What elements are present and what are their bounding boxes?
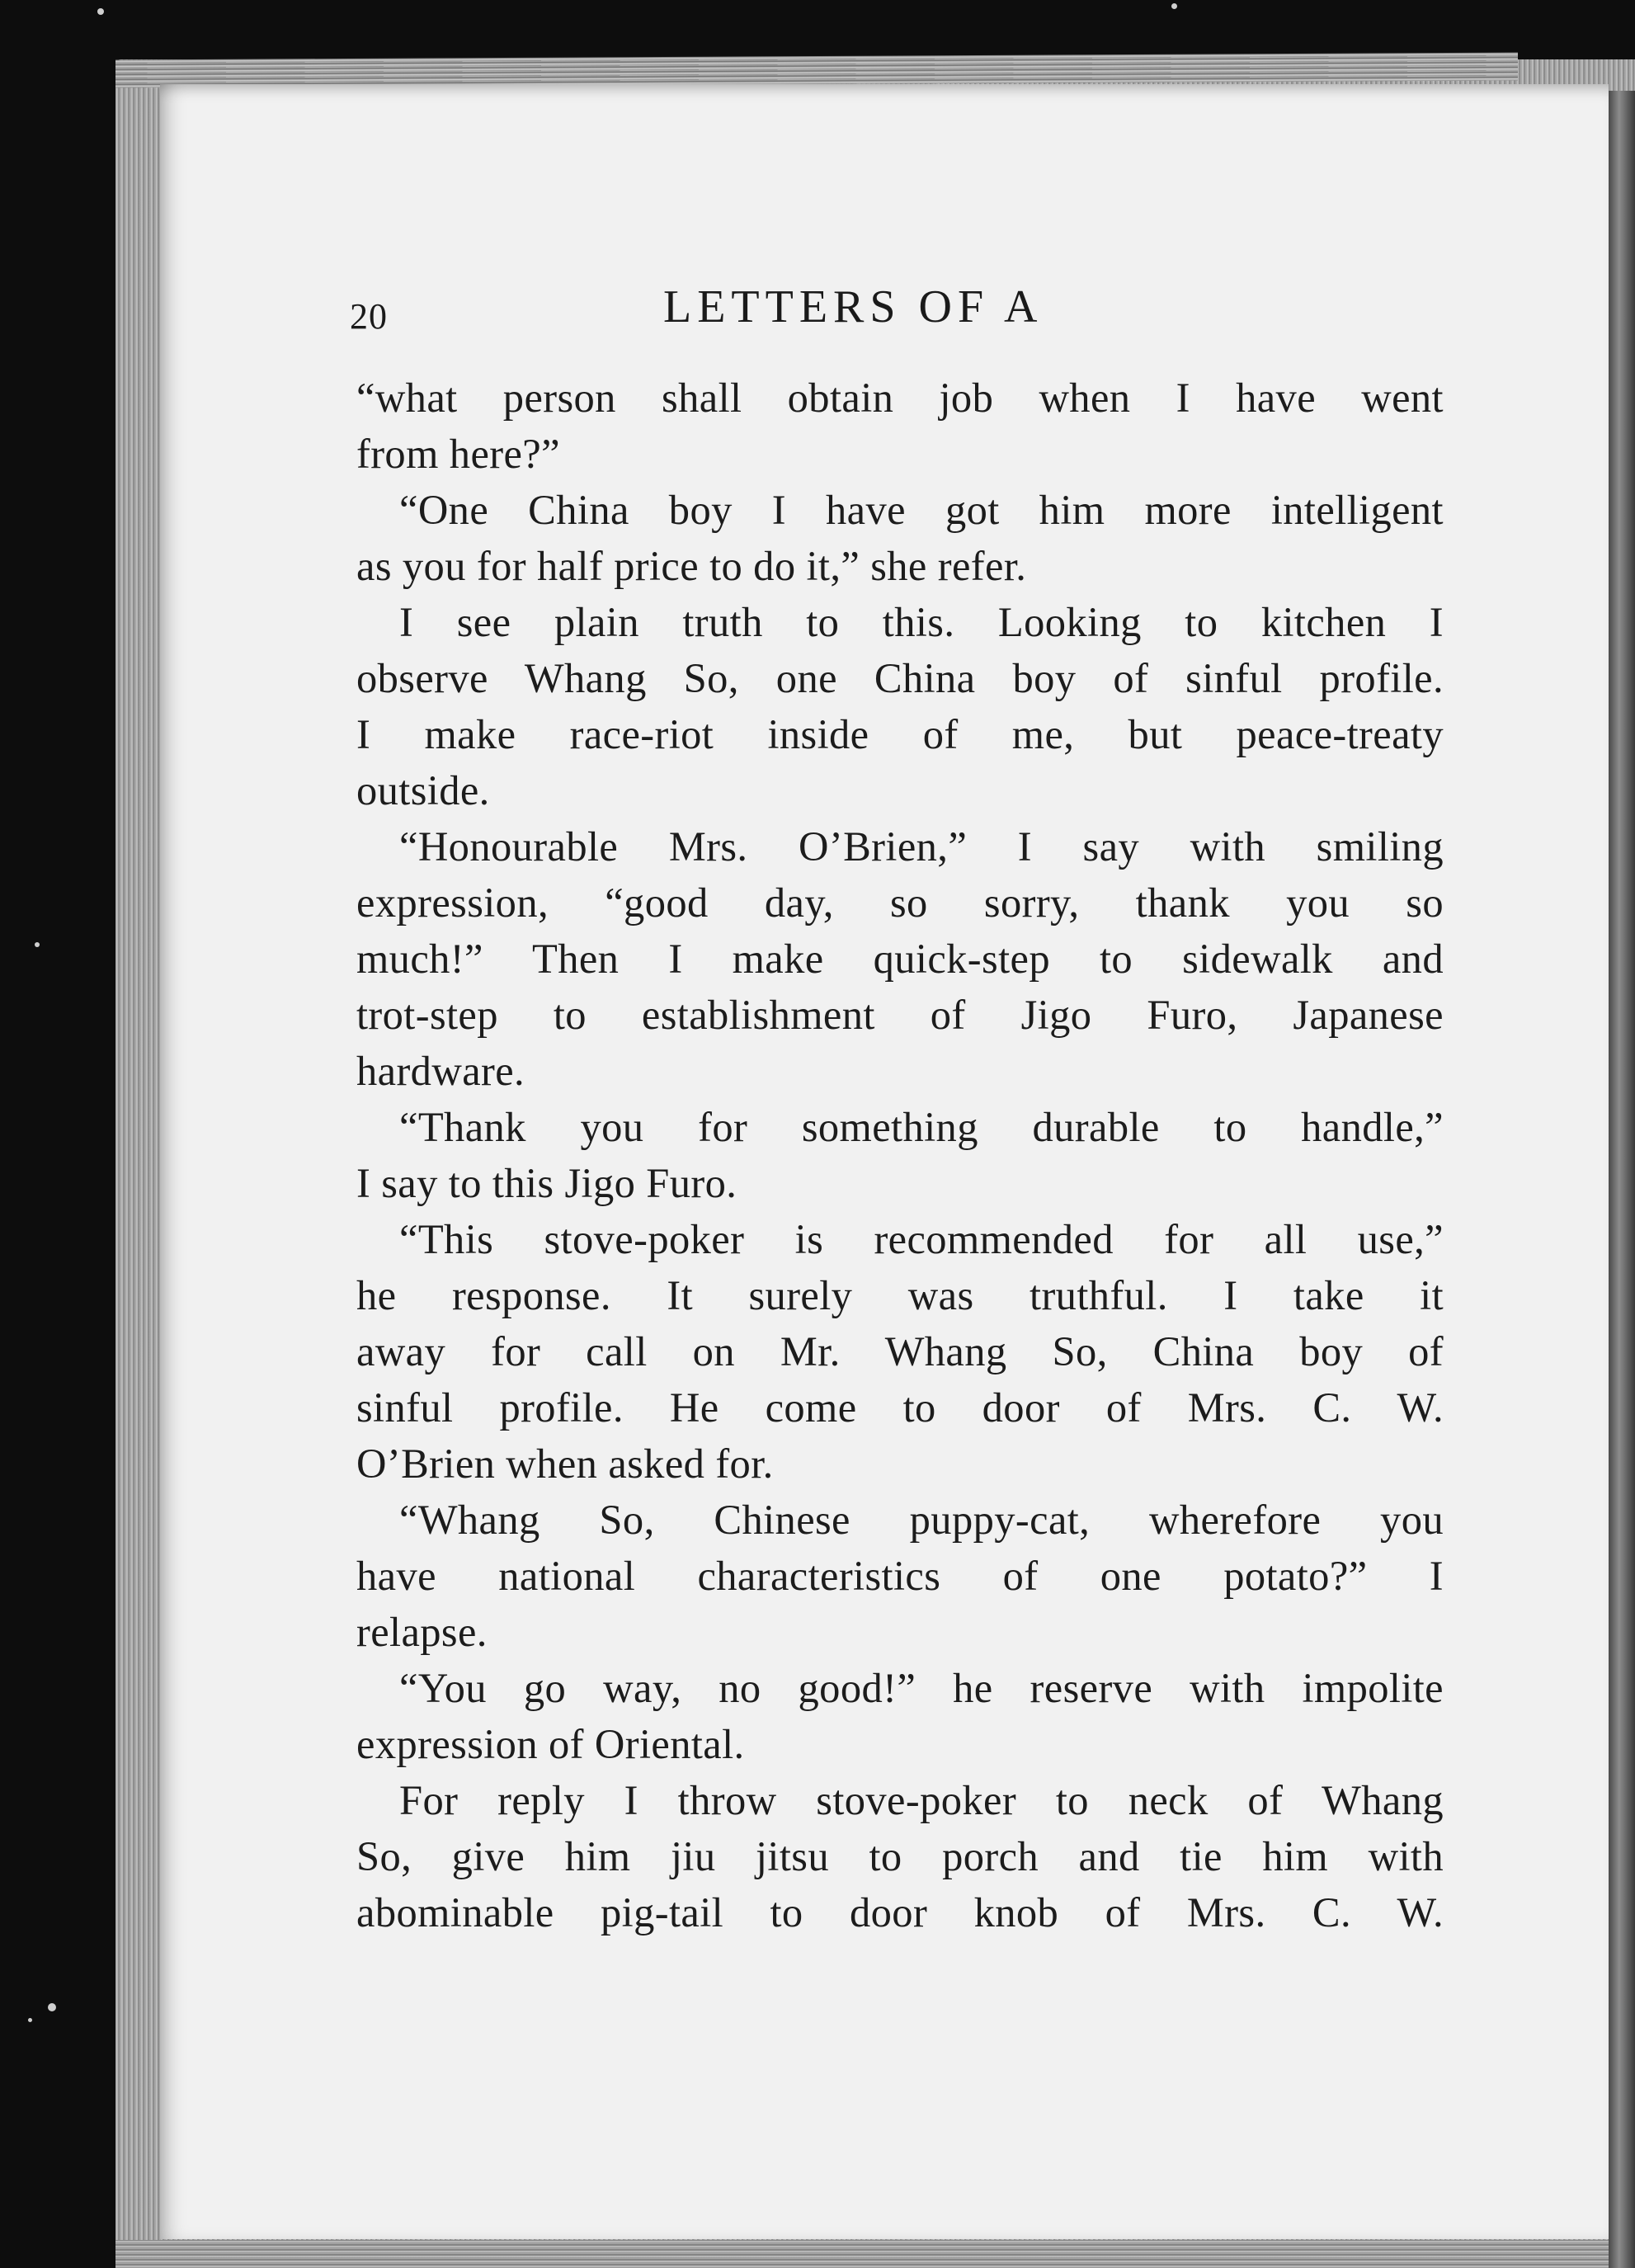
text-line: “This stove-poker is recommended for all use,” <box>399 1216 1444 1262</box>
dust-speck <box>48 2003 56 2011</box>
text-line: “One China boy I have got him more intelligent <box>399 487 1444 533</box>
text-line: “Honourable Mrs. O’Brien,” I say with smiling <box>399 823 1444 870</box>
text-line: trot-step to establishment of Jigo Furo, Japanese <box>356 992 1444 1038</box>
text-line: expression, “good day, so sorry, thank you so <box>356 879 1444 926</box>
text-line: I see plain truth to this. Looking to kitchen I <box>399 599 1444 645</box>
text-line: I make race-riot inside of me, but peace-treaty <box>356 711 1444 757</box>
text-line: hardware. <box>356 1048 525 1094</box>
text-line: I say to this Jigo Furo. <box>356 1160 737 1206</box>
text-line: “Whang So, Chinese puppy-cat, wherefore you <box>399 1497 1444 1543</box>
text-line: much!” Then I make quick-step to sidewalk and <box>356 936 1444 982</box>
dust-speck <box>97 8 104 15</box>
text-line: So, give him jiu jitsu to porch and tie him with <box>356 1833 1444 1879</box>
text-line: For reply I throw stove-poker to neck of Whang <box>399 1777 1444 1823</box>
text-line: outside. <box>356 767 490 813</box>
text-line: relapse. <box>356 1609 488 1655</box>
text-line: observe Whang So, one China boy of sinful profile. <box>356 655 1444 701</box>
text-line: abominable pig-tail to door knob of Mrs. C. W. <box>356 1889 1444 1936</box>
text-line: sinful profile. He come to door of Mrs. C. W. <box>356 1384 1444 1431</box>
body-text <box>356 370 1444 1940</box>
dust-speck <box>35 942 40 947</box>
dust-speck <box>1171 3 1177 9</box>
running-title: LETTERS OF A <box>663 281 1044 332</box>
text-line: “You go way, no good!” he reserve with impolite <box>399 1665 1444 1711</box>
text-line: “Thank you for something durable to handle,” <box>399 1104 1444 1150</box>
page-number: 20 <box>350 296 388 337</box>
text-line: O’Brien when asked for. <box>356 1440 774 1487</box>
text-line: as you for half price to do it,” she refer. <box>356 543 1027 589</box>
text-line: he response. It surely was truthful. I take it <box>356 1272 1444 1318</box>
text-line: expression of Oriental. <box>356 1721 745 1767</box>
text-line: “what person shall obtain job when I have went <box>356 375 1444 421</box>
running-head <box>350 281 1447 355</box>
text-line: from here?” <box>356 431 560 477</box>
page-gutter-shadow <box>1609 91 1635 2268</box>
text-line: away for call on Mr. Whang So, China boy of <box>356 1328 1444 1374</box>
dust-speck <box>28 2018 32 2022</box>
text-line: have national characteristics of one potato?” I <box>356 1553 1444 1599</box>
book-bottom-edge <box>115 2240 1635 2268</box>
